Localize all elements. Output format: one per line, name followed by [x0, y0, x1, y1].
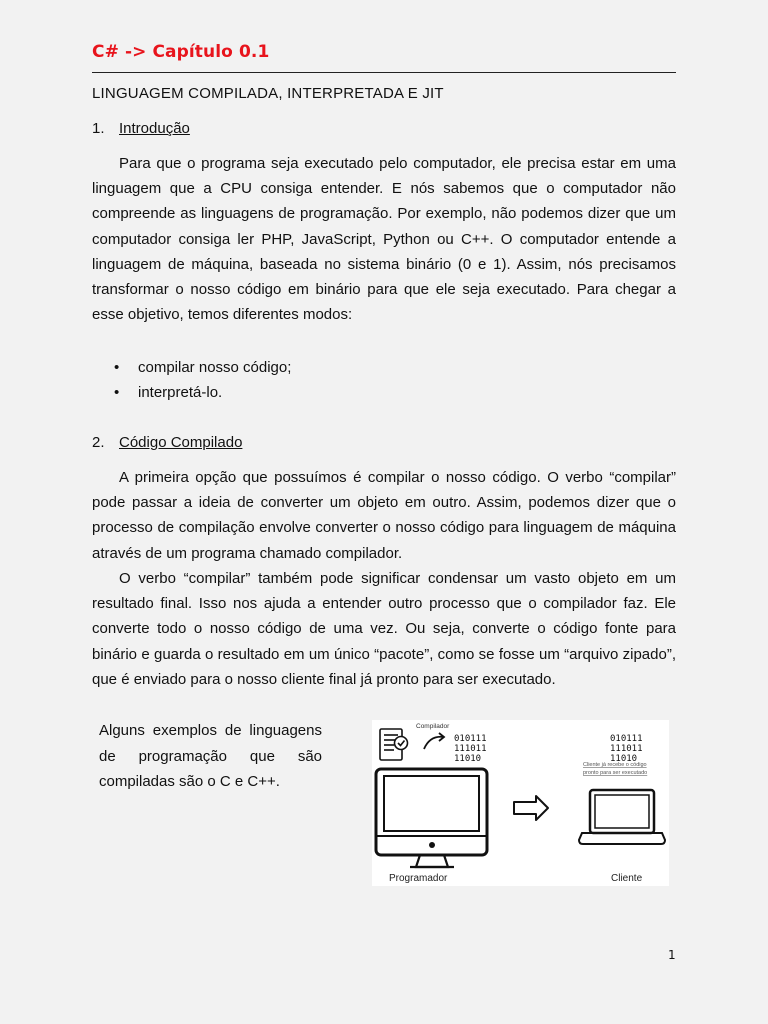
svg-text:010111: 010111 [610, 734, 643, 744]
list-item-text: interpretá-lo. [138, 384, 223, 401]
compilation-diagram [372, 720, 669, 886]
page-number: 1 [668, 948, 676, 962]
bullet-icon: • [114, 384, 120, 401]
section-title: Código Compilado [119, 434, 243, 451]
binary-code-right [610, 734, 643, 764]
svg-text:11010: 11010 [454, 754, 482, 764]
right-arrow-icon [514, 796, 548, 820]
section-heading-codigo-compilado [92, 434, 242, 451]
section-number: 1. [92, 120, 105, 137]
laptop-icon [579, 790, 665, 844]
compiled-paragraph-1: A primeira opção que possuímos é compilar o nosso código. O verbo “compilar” pode passar a ideia de converter um objeto em outro. Assim, podemos dizer que o processo de compilação envolve converter o nosso código para linguagem de máquina através de um programa chamado compilador. [92, 469, 676, 562]
compiler-document-icon [380, 729, 408, 760]
document-heading: LINGUAGEM COMPILADA, INTERPRETADA E JIT [92, 85, 444, 102]
chapter-title: C# -> Capítulo 0.1 [92, 42, 270, 62]
programmer-label: Programador [389, 873, 448, 884]
compiled-paragraph-2: O verbo “compilar” também pode significar condensar um vasto objeto em um resultado final. Isso nos ajuda a entender outro processo que o compilador faz. Ele converte todo o nosso código de uma vez. Ou seja, converte o código fonte para binário e guarda o resultado em um único “pacote”, como se fosse um “arquivo zipado”, que é enviado para o nosso cliente final já pronto para ser executado. [92, 570, 676, 688]
title-divider [92, 72, 676, 73]
section-number: 2. [92, 434, 105, 451]
client-note-line-1: Cliente já recebe o código [583, 762, 647, 768]
intro-paragraph: Para que o programa seja executado pelo computador, ele precisa estar em uma linguagem que a CPU consiga entender. E nós sabemos que o computador não compreende as linguagens de programação. Por exemplo, não podemos dizer que um computador consiga ler PHP, JavaScript, Python ou C++. O computador entende a linguagem de máquina, baseada no sistema binário (0 e 1). Assim, nós precisamos transformar o nosso código em binário para que ele seja executado. Para chegar a esse objetivo, temos diferentes modos: [92, 155, 676, 324]
compilation-diagram-svg [372, 720, 669, 886]
svg-text:11010: 11010 [610, 754, 638, 764]
client-note-line-2: pronto para ser executado [583, 770, 648, 776]
desktop-computer-icon [376, 769, 487, 867]
compiled-languages-note: Alguns exemplos de linguagens de programação que são compiladas são o C e C++. [99, 722, 322, 790]
svg-text:111011: 111011 [454, 744, 487, 754]
bullet-list [92, 355, 291, 405]
curved-arrow-icon [424, 733, 444, 749]
svg-text:111011: 111011 [610, 744, 643, 754]
client-label: Cliente [611, 873, 643, 884]
list-item-text: compilar nosso código; [138, 359, 292, 376]
list-item [92, 355, 291, 380]
section-heading-introducao [92, 120, 190, 137]
list-item [92, 380, 291, 405]
svg-text:010111: 010111 [454, 734, 487, 744]
binary-code-left [454, 734, 487, 764]
section-title: Introdução [119, 120, 190, 137]
compiler-label: Compilador [416, 723, 450, 730]
bullet-icon: • [114, 359, 120, 376]
